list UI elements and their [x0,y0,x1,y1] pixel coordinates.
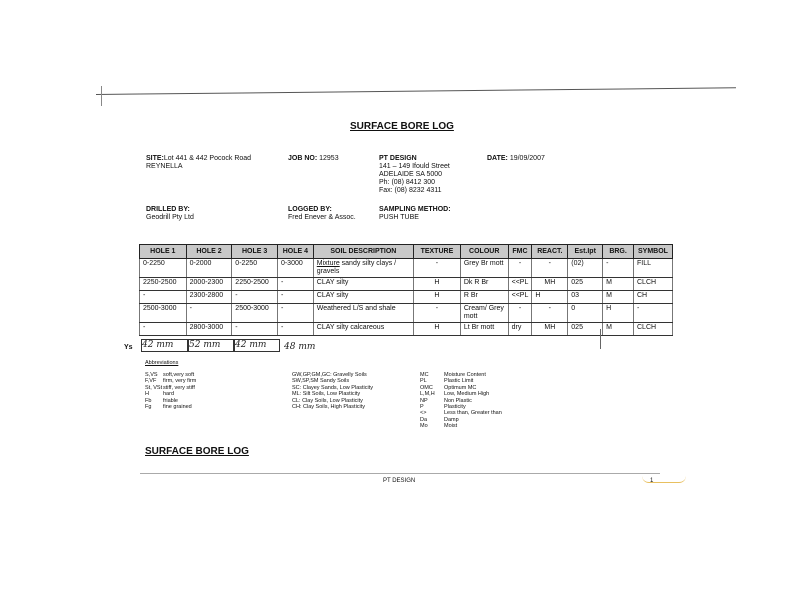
cell-colour: Lt Br mott [460,323,508,336]
cell-hole1: - [140,291,187,304]
cell-description: CLAY silty calcareous [313,323,413,336]
sampling-label: SAMPLING METHOD: [379,206,451,213]
abbr-item: ML: Silt Soils, Low Plasticity [292,391,361,398]
cell-texture: H [413,291,460,304]
col-brg: BRG. [603,245,634,259]
job-value: 12953 [319,155,339,162]
cell-texture: H [413,323,460,336]
cell-brg: - [603,259,634,278]
job-label: JOB NO: [288,155,318,162]
site-field [146,155,251,163]
description-text: sandy silty clays / gravels [316,260,397,275]
site-line2: REYNELLA [146,163,183,170]
col-hole1: HOLE 1 [140,245,187,259]
abbr-item: H hard [145,391,175,398]
cell-description: Weathered L/S and shale [313,304,413,323]
site-value: Lot 441 & 442 Pocock Road [163,155,252,162]
table-row [140,291,673,304]
cell-react: MH [532,323,568,336]
abbr-item: SW,SP,SM Sandy Soils [292,378,350,385]
cell-brg: M [603,323,634,336]
abbr-item: GW,GP,GM,GC: Gravelly Soils [292,372,367,378]
sampling-value: PUSH TUBE [379,214,419,221]
cell-est-ipt: (02) [568,259,603,278]
table-row [140,323,673,336]
highlighter-mark [642,476,686,483]
table-row [140,259,673,278]
cell-symbol: FILL [634,259,673,278]
drilled-label: DRILLED BY: [146,206,190,213]
abbr-item: L,M,H Low, Medium High [420,391,490,398]
cell-symbol: CLCH [634,323,673,336]
cell-est-ipt: 025 [568,323,603,336]
cell-fmc: - [508,259,532,278]
page-title: SURFACE BORE LOG [350,121,454,132]
cell-brg: M [603,278,634,291]
scan-edge-line [96,87,736,95]
cell-hole2: 2000-2300 [186,278,232,291]
cell-description [313,259,413,278]
table-row [140,278,673,291]
company-address2: ADELAIDE SA 5000 [379,171,443,178]
cell-hole2: 2300-2800 [186,291,232,304]
ys-value-hole2: 52 mm [188,339,234,352]
abbr-item: MC Moisture Content [420,372,486,378]
cell-hole2: 2800-3000 [186,323,232,336]
cell-texture: - [413,304,460,323]
col-colour: COLOUR [460,245,508,259]
col-hole4: HOLE 4 [277,245,313,259]
cell-brg: H [603,304,634,323]
abbreviations-col3 [420,372,502,430]
cell-brg: M [603,291,634,304]
cell-colour: Grey Br mott [460,259,508,278]
cell-texture: H [413,278,460,291]
cell-hole3: 0-2250 [232,259,278,278]
cell-fmc: <<PL [508,291,532,304]
cell-fmc: <<PL [508,278,532,291]
cell-hole1: 0-2250 [140,259,187,278]
ys-value-hole1: 42 mm [141,339,188,352]
cell-hole1: - [140,323,187,336]
page-number: 1 [650,478,654,484]
cell-symbol: CLCH [634,278,673,291]
cell-fmc: dry [508,323,532,336]
description-emphasis: Mixture [316,260,340,267]
cell-hole2: 0-2000 [186,259,232,278]
col-texture: TEXTURE [413,245,460,259]
company-phone: Ph: (08) 8412 300 [379,179,436,186]
scan-mark [101,86,102,106]
cell-hole1: 2250-2500 [140,278,187,291]
bore-log-table [139,244,673,336]
cell-hole4: - [277,291,313,304]
cell-texture: - [413,259,460,278]
date-label: DATE: [487,155,508,162]
cell-colour: Cream/ Grey mott [460,304,508,323]
cell-hole4: 0-3000 [277,259,313,278]
abbr-item: CH: Clay Soils, High Plasticity [292,404,366,411]
abbr-item: S,VS soft,very soft [145,372,195,378]
scan-mark [600,329,601,349]
abbr-item: SC: Clayey Sands, Low Plasticity [292,384,374,391]
footer-divider [140,473,660,474]
ys-value-hole4: 48 mm [284,342,316,352]
abbr-item: Mo Moist [420,423,458,430]
date-field [487,155,545,163]
cell-react: - [532,259,568,278]
cell-symbol: - [634,304,673,323]
date-value: 19/09/2007 [509,155,545,162]
abbr-item: PL Plastic Limit [420,378,474,385]
cell-est-ipt: 0 [568,304,603,323]
abbr-item: Da Damp [420,416,459,423]
cell-hole3: - [232,291,278,304]
cell-hole4: - [277,278,313,291]
drilled-value: Geodrill Pty Ltd [146,214,194,221]
col-fmc: FMC [508,245,532,259]
cell-colour: Dk R Br [460,278,508,291]
job-field [288,155,339,163]
abbr-item: <> Less than, Greater than [420,410,502,417]
abbreviations-col2 [292,372,373,410]
logged-value: Fred Enever & Assoc. [288,214,356,221]
abbr-item: F,VF firm, very firm [145,378,197,385]
footer-text: PT DESIGN [383,478,416,484]
cell-react: H [532,291,568,304]
cell-est-ipt: 025 [568,278,603,291]
cell-description: CLAY silty [313,291,413,304]
abbreviations-col1 [145,372,196,410]
cell-hole4: - [277,304,313,323]
cell-colour: R Br [460,291,508,304]
company-name: PT DESIGN [379,155,417,162]
table-header-row [140,245,673,259]
col-soil-description: SOIL DESCRIPTION [313,245,413,259]
second-title: SURFACE BORE LOG [145,446,249,457]
company-fax: Fax: (08) 8232 4311 [379,187,442,194]
cell-hole4: - [277,323,313,336]
col-est-ipt: Est.Ipt [568,245,603,259]
cell-react: - [532,304,568,323]
ys-value-hole3: 42 mm [234,339,280,352]
ys-label: Ys [124,344,133,351]
cell-description: CLAY silty [313,278,413,291]
site-label: SITE: [146,155,164,162]
cell-hole1: 2500-3000 [140,304,187,323]
col-hole2: HOLE 2 [186,245,232,259]
abbr-item: CL: Clay Soils, Low Plasticity [292,397,363,404]
cell-hole3: 2500-3000 [232,304,278,323]
abbreviations-heading: Abbreviations [145,360,179,366]
abbr-item: Fb friable [145,397,178,404]
cell-hole2: - [186,304,232,323]
abbr-item: P Plasticity [420,404,466,411]
cell-hole3: - [232,323,278,336]
abbr-item: NP Non Plastic [420,397,472,404]
cell-est-ipt: 03 [568,291,603,304]
abbr-item: St, VStstiff, very stiff [145,384,195,391]
cell-hole3: 2250-2500 [232,278,278,291]
cell-symbol: CH [634,291,673,304]
cell-fmc: - [508,304,532,323]
col-hole3: HOLE 3 [232,245,278,259]
company-address1: 141 – 149 Ifould Street [379,163,450,170]
logged-label: LOGGED BY: [288,206,332,213]
abbr-item: OMC Optimum MC [420,384,477,391]
col-symbol: SYMBOL [634,245,673,259]
cell-react: MH [532,278,568,291]
table-row [140,304,673,323]
col-react: REACT. [532,245,568,259]
abbr-item: Fg fine grained [145,404,192,411]
